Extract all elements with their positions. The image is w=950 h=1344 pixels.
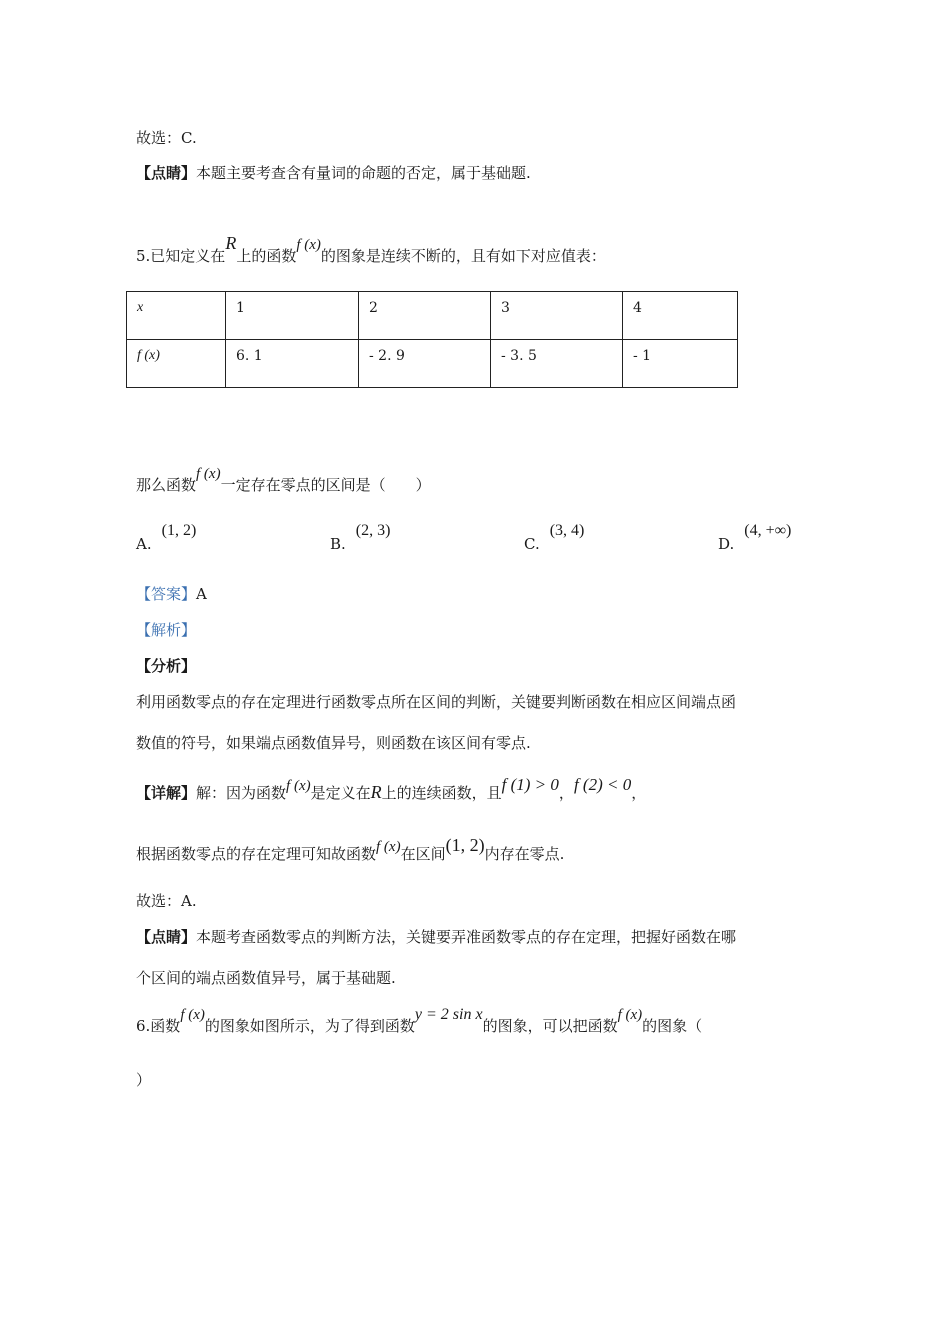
fenxi-line-2: 数值的符号，如果端点函数值异号，则函数在该区间有零点. bbox=[136, 734, 531, 752]
math-fx: f (x) bbox=[617, 1007, 643, 1023]
q6-stem bbox=[136, 1006, 703, 1037]
table-row bbox=[127, 292, 738, 340]
math-interval: (1, 2) bbox=[445, 835, 485, 855]
table-cell: x bbox=[127, 292, 226, 340]
comment-tag: 【点睛】 bbox=[136, 928, 197, 946]
q5-ask-b: 一定存在零点的区间是（ ） bbox=[220, 476, 431, 494]
q6-stem-a: 6.函数 bbox=[136, 1017, 181, 1035]
table-cell: 6. 1 bbox=[226, 340, 359, 388]
option-value: (1, 2) bbox=[161, 522, 197, 539]
q5-ask bbox=[136, 466, 431, 496]
option-letter: A. bbox=[136, 535, 152, 553]
math-fx: f (x) bbox=[296, 237, 321, 253]
option-b bbox=[330, 522, 391, 554]
detail-line-2 bbox=[136, 835, 565, 865]
option-letter: C. bbox=[524, 535, 540, 553]
q5-stem bbox=[136, 233, 606, 267]
option-c bbox=[524, 522, 585, 554]
math-fx: f (x) bbox=[196, 466, 221, 482]
table-cell: - 1 bbox=[623, 340, 738, 388]
q5-stem-c: 的图象是连续不断的，且有如下对应值表： bbox=[320, 247, 606, 265]
comma: ， bbox=[558, 784, 574, 802]
q5-stem-a: 5.已知定义在 bbox=[136, 247, 226, 265]
table-cell: 4 bbox=[623, 292, 738, 340]
fenxi-line-1: 利用函数零点的存在定理进行函数零点所在区间的判断，关键要判断函数在相应区间端点函 bbox=[136, 693, 737, 711]
q6-stem-c: 的图象，可以把函数 bbox=[482, 1017, 618, 1035]
math-f2: f (2) < 0 bbox=[573, 775, 632, 794]
option-value: (3, 4) bbox=[549, 522, 585, 539]
q5-choice: 故选：A. bbox=[136, 892, 197, 910]
math-fx: f (x) bbox=[286, 778, 311, 794]
math-y: y = 2 sin x bbox=[414, 1006, 483, 1023]
answer-value: A bbox=[196, 585, 207, 603]
math-fx: f (x) bbox=[180, 1007, 205, 1023]
comment-tag: 【点睛】 bbox=[136, 164, 197, 182]
var-R: R bbox=[225, 233, 237, 253]
detail-a: 解：因为函数 bbox=[196, 784, 287, 802]
q5-comment-2: 个区间的端点函数值异号，属于基础题. bbox=[136, 969, 396, 987]
table-cell: 1 bbox=[226, 292, 359, 340]
q5-comment-1 bbox=[136, 927, 736, 947]
value-table bbox=[126, 291, 738, 388]
answer-tag: 【答案】 bbox=[136, 585, 197, 603]
q6-stem-d: 的图象（ bbox=[642, 1017, 703, 1035]
table-cell: f (x) bbox=[127, 340, 226, 388]
table-cell: 2 bbox=[359, 292, 491, 340]
comment-text: 本题考查函数零点的判断方法，关键要弄准函数零点的存在定理，把握好函数在哪 bbox=[196, 928, 737, 946]
q5-ask-a: 那么函数 bbox=[136, 476, 197, 494]
table-cell: - 3. 5 bbox=[491, 340, 623, 388]
prev-choice: 故选：C. bbox=[136, 129, 197, 147]
detail2-b: 在区间 bbox=[400, 845, 446, 863]
q6-stem-b: 的图象如图所示，为了得到函数 bbox=[204, 1017, 415, 1035]
option-a bbox=[136, 522, 197, 554]
detail-c: 上的连续函数，且 bbox=[381, 784, 502, 802]
detail-b: 是定义在 bbox=[310, 784, 371, 802]
option-letter: D. bbox=[718, 535, 735, 553]
option-d bbox=[718, 522, 792, 554]
q5-stem-b: 上的函数 bbox=[236, 247, 297, 265]
q6-close: ） bbox=[136, 1071, 152, 1089]
answer-line bbox=[136, 584, 207, 604]
detail2-c: 内存在零点. bbox=[484, 845, 565, 863]
prev-comment bbox=[136, 163, 531, 183]
detail2-a: 根据函数零点的存在定理可知故函数 bbox=[136, 845, 377, 863]
math-f1: f (1) > 0 bbox=[501, 775, 559, 794]
analysis-tag: 【解析】 bbox=[136, 621, 197, 639]
fenxi-tag: 【分析】 bbox=[136, 657, 197, 675]
var-R: R bbox=[370, 782, 382, 802]
detail-tag: 【详解】 bbox=[136, 784, 197, 802]
comment-text: 本题主要考查含有量词的命题的否定，属于基础题. bbox=[196, 164, 531, 182]
option-letter: B. bbox=[330, 535, 346, 553]
table-row bbox=[127, 340, 738, 388]
table-cell: - 2. 9 bbox=[359, 340, 491, 388]
option-value: (4, +∞) bbox=[744, 522, 792, 539]
math-fx: f (x) bbox=[376, 839, 401, 855]
option-value: (2, 3) bbox=[355, 522, 391, 539]
comma: ， bbox=[631, 784, 647, 802]
table-cell: 3 bbox=[491, 292, 623, 340]
detail-line-1 bbox=[136, 775, 647, 804]
